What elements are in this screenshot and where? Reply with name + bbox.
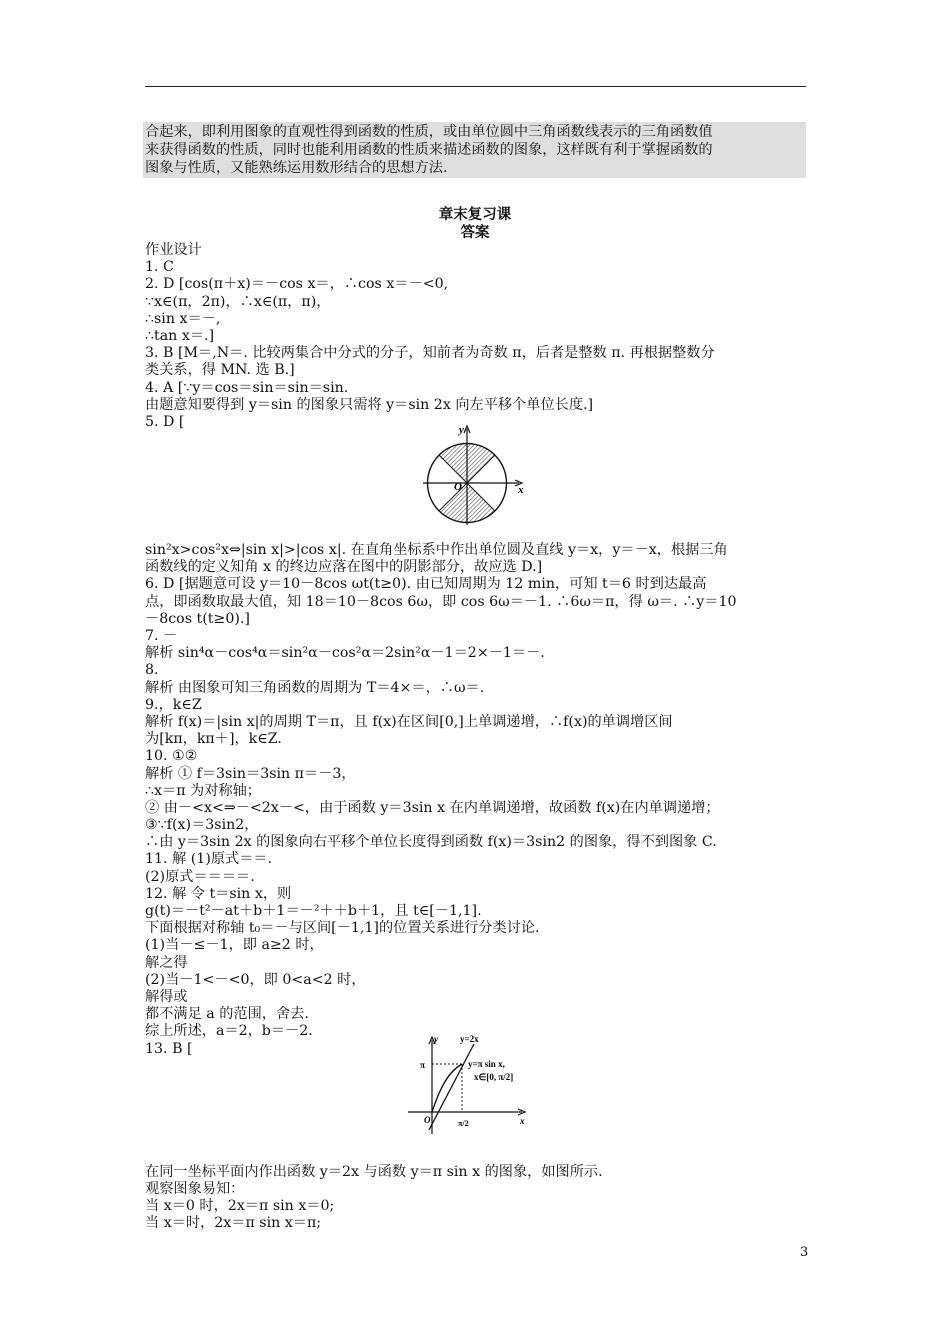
text-line: 点，即函数取最大值，知 18＝10－8cos 6ω，即 cos 6ω＝－1. ∴6ω＝π，得 ω＝. ∴y＝10: [145, 593, 737, 610]
text-line: 1. C: [145, 259, 174, 276]
domain-label: x∈[0, π/2]: [474, 1072, 514, 1082]
text-line: 解析 ① f＝3sin＝3sin π＝－3，: [145, 765, 356, 782]
intro-line: 图象与性质，又能熟练运用数形结合的思想方法.: [145, 160, 448, 176]
text-line: ∴x＝π 为对称轴；: [145, 782, 261, 799]
text-line: 当 x＝0 时，2x＝π sin x＝0;: [145, 1198, 335, 1215]
text-line: 由题意知要得到 y＝sin 的图象只需将 y＝sin 2x 向左平移个单位长度.]: [145, 396, 594, 413]
x-tick-label: π/2: [458, 1119, 469, 1128]
function-graph-figure: [404, 1030, 534, 1136]
y-axis-label: y: [434, 1034, 438, 1044]
text-line: (1)当－≤－1，即 a≥2 时，: [145, 937, 324, 954]
text-line: 3. B [M＝,N＝. 比较两集合中分式的分子，知前者为奇数 π，后者是整数 π. 再根据整数分: [145, 345, 715, 362]
unit-circle-figure: [415, 423, 530, 528]
text-line: (2)当－1<－<0，即 0<a<2 时，: [145, 971, 366, 988]
text-line: ∵x∈(π，2π)，∴x∈(π，π)，: [145, 293, 331, 310]
text-line: 8.: [145, 662, 159, 679]
text-line: 下面根据对称轴 t₀＝－与区间[－1,1]的位置关系进行分类讨论.: [145, 920, 540, 937]
header-rule: [145, 86, 806, 87]
text-line: 5. D [: [145, 413, 185, 430]
text-line: 11. 解 (1)原式＝＝.: [145, 851, 273, 868]
text-line: 7. －: [145, 628, 178, 644]
text-line: 都不满足 a 的范围，舍去.: [145, 1006, 309, 1023]
text-line: 13. B [: [145, 1040, 193, 1057]
text-line: 函数线的定义知角 x 的终边应落在图中的阴影部分，故应选 D.]: [145, 559, 543, 576]
text-line: ∴由 y＝3sin 2x 的图象向右平移个单位长度得到函数 f(x)＝3sin2 的图象，得不到图象 C.: [145, 834, 717, 851]
text-line: 2. D [cos(π＋x)＝－cos x＝，∴cos x＝－<0,: [145, 276, 449, 293]
curve-label: y=π sin x,: [468, 1059, 505, 1069]
text-line: ③∵f(x)＝3sin2，: [145, 817, 259, 834]
text-line: ∴sin x＝－,: [145, 310, 221, 327]
text-line: ② 由－<x<⇒－<2x－<，由于函数 y＝3sin x 在内单调递增，故函数 f(x)在内单调递增；: [145, 799, 720, 816]
text-line: 9.，k∈Z: [145, 696, 202, 713]
intro-line: 合起来，即利用图象的直观性得到函数的性质，或由单位圆中三角函数线表示的三角函数值: [145, 124, 713, 140]
text-line: 当 x＝时，2x＝π sin x＝π;: [145, 1215, 322, 1232]
text-line: －8cos t(t≥0).]: [145, 610, 250, 627]
text-line: 解析 f(x)＝|sin x|的周期 T＝π，且 f(x)在区间[0,]上单调递增，∴f(x)的单调增区间: [145, 713, 673, 730]
line-label: y=2x: [460, 1034, 479, 1044]
origin-label: O: [454, 481, 462, 493]
text-line: 作业设计: [145, 242, 202, 258]
page-number: 3: [800, 1245, 809, 1260]
text-line: 12. 解 令 t＝sin x，则: [145, 885, 292, 902]
text-line: 6. D [据题意可设 y＝10－8cos ωt(t≥0). 由已知周期为 12 min，可知 t＝6 时到达最高: [145, 576, 707, 593]
y-axis-label: y: [459, 424, 464, 436]
text-line: 解之得: [145, 954, 188, 971]
text-line: ∴tan x＝.]: [145, 327, 215, 344]
x-axis-label: x: [518, 484, 524, 496]
y-tick-label: π: [420, 1060, 425, 1070]
highlighted-intro-paragraph: [143, 122, 806, 178]
text-line: 为[kπ，kπ＋]，k∈Z.: [145, 731, 282, 748]
text-line: g(t)＝－t²－at＋b＋1＝－²＋＋b＋1，且 t∈[－1,1].: [145, 903, 482, 919]
text-line: (2)原式＝＝＝＝.: [145, 868, 255, 885]
curve-y-eq-pi-sin-x: [432, 1064, 462, 1112]
line-y-eq-2x: [429, 1044, 474, 1130]
text-line: 解得或: [145, 988, 188, 1005]
text-line: 综上所述，a＝2，b＝－2.: [145, 1023, 313, 1040]
text-line: 10. ①②: [145, 748, 198, 765]
text-line: 观察图象易知：: [145, 1180, 245, 1197]
text-line: 4. A [∵y＝cos＝sin＝sin＝sin.: [145, 379, 349, 396]
text-line: 解析 sin⁴α－cos⁴α＝sin²α－cos²α＝2sin²α－1＝2×－1＝－.: [145, 645, 545, 662]
origin-label: O: [424, 1115, 431, 1125]
section-title: 章末复习课: [438, 206, 512, 223]
text-line: sin²x>cos²x⇔|sin x|>|cos x|. 在直角坐标系中作出单位圆及直线 y＝x，y＝－x，根据三角: [145, 542, 728, 559]
text-line: 在同一坐标平面内作出函数 y＝2x 与函数 y＝π sin x 的图象，如图所示.: [145, 1163, 603, 1180]
intro-line: 来获得函数的性质，同时也能利用函数的性质来描述函数的图象，这样既有利于掌握函数的: [145, 142, 713, 158]
section-subtitle: 答案: [460, 224, 490, 241]
x-axis-label: x: [520, 1116, 525, 1126]
text-line: 解析 由图象可知三角函数的周期为 T＝4×＝，∴ω＝.: [145, 679, 485, 696]
text-line: 类关系，得 MN. 选 B.]: [145, 362, 295, 379]
